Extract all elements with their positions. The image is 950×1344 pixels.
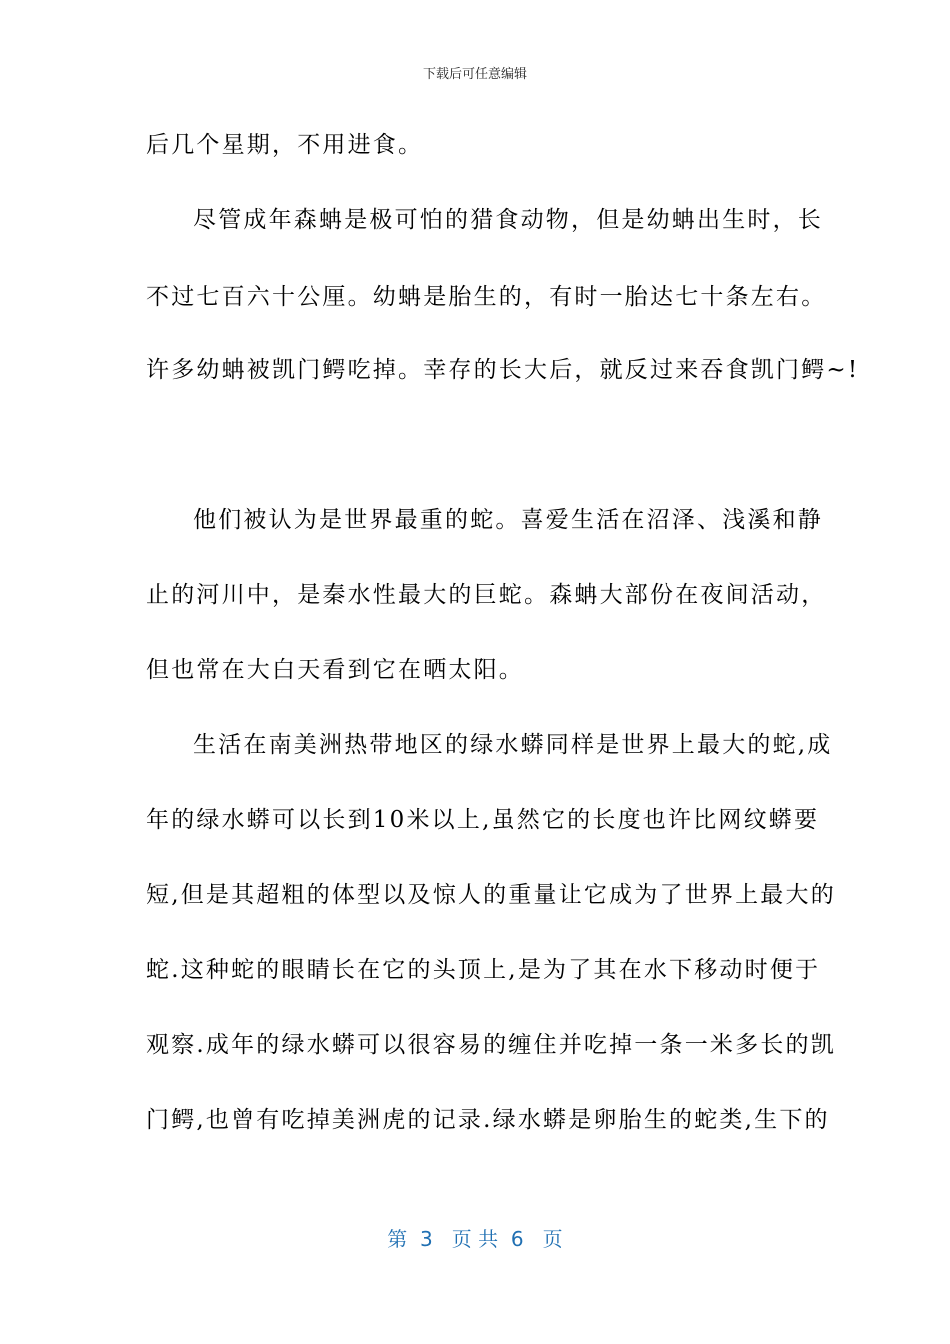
text-line: 后几个星期，不用进食。 <box>146 132 424 158</box>
text-line: 蛇.这种蛇的眼睛长在它的头顶上,是为了其在水下移动时便于 <box>146 957 821 983</box>
text-line: 但也常在大白天看到它在晒太阳。 <box>146 657 524 683</box>
text-line: 不过七百六十公厘。幼蚺是胎生的，有时一胎达七十条左右。 <box>146 284 827 310</box>
page-header: 下载后可任意编辑 <box>422 67 527 82</box>
paragraph-start-line: 尽管成年森蚺是极可怕的猎食动物，但是幼蚺出生时，长 <box>193 207 823 233</box>
text-line: 门鳄,也曾有吃掉美洲虎的记录.绿水蟒是卵胎生的蛇类,生下的 <box>146 1107 830 1133</box>
text-line: 年的绿水蟒可以长到10米以上,虽然它的长度也许比网纹蟒要 <box>146 807 820 833</box>
paragraph-start-line: 生活在南美洲热带地区的绿水蟒同样是世界上最大的蛇,成 <box>193 732 833 758</box>
text-line: 止的河川中，是秦水性最大的巨蛇。森蚺大部份在夜间活动， <box>146 582 827 608</box>
text-line: 短,但是其超粗的体型以及惊人的重量让它成为了世界上最大的 <box>146 882 836 908</box>
page-number-footer: 第 3 页 共 6 页 <box>387 1227 563 1251</box>
text-line: 观察.成年的绿水蟒可以很容易的缠住并吃掉一条一米多长的凯 <box>146 1032 836 1058</box>
text-line: 许多幼蚺被凯门鳄吃掉。幸存的长大后，就反过来吞食凯门鳄~! <box>146 357 860 383</box>
paragraph-start-line: 他们被认为是世界最重的蛇。喜爱生活在沼泽、浅溪和静 <box>193 507 823 533</box>
